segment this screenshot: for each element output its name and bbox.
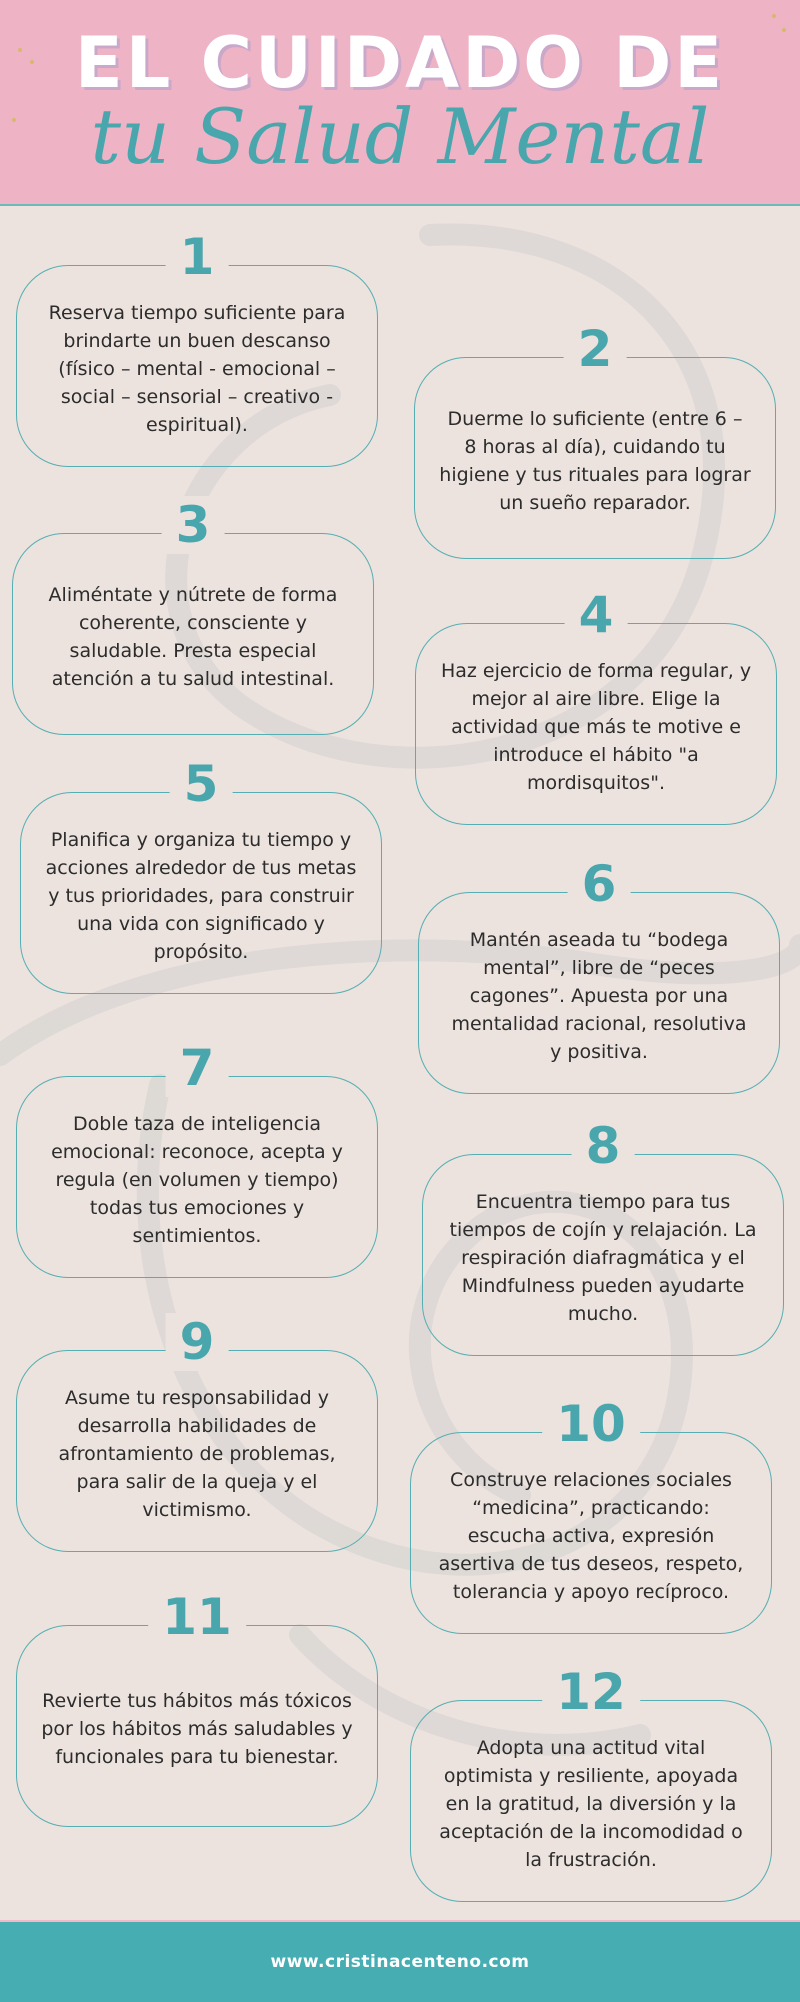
header-banner — [0, 0, 800, 206]
tip-text: Adopta una actitud vital optimista y resiliente, apoyada en la gratitud, la diversión y la aceptación de la incomodidad o la frustración. — [439, 1737, 743, 1871]
tip-number: 1 — [166, 228, 229, 286]
tip-number: 4 — [565, 586, 628, 644]
tip-number: 3 — [162, 496, 225, 554]
tip-card-8 — [422, 1117, 784, 1356]
tip-text: Construye relaciones sociales “medicina”, practicando: escucha activa, expresión asertiva de tus deseos, respeto, tolerancia y apoyo recíproco. — [438, 1469, 744, 1603]
tip-card-6 — [418, 855, 780, 1094]
tip-text: Duerme lo suficiente (entre 6 – 8 horas al día), cuidando tu higiene y tus rituales para lograr un sueño reparador. — [439, 408, 751, 514]
tip-number: 5 — [170, 755, 233, 813]
tip-text: Encuentra tiempo para tus tiempos de cojín y relajación. La respiración diafragmática y el Mindfulness pueden ayudarte mucho. — [449, 1191, 757, 1325]
tip-text: Doble taza de inteligencia emocional: reconoce, acepta y regula (en volumen y tiempo) todas tus emociones y sentimientos. — [51, 1113, 343, 1247]
tip-card-12 — [410, 1663, 772, 1902]
tip-text: Revierte tus hábitos más tóxicos por los hábitos más saludables y funcionales para tu bienestar. — [41, 1690, 353, 1768]
tip-card-10 — [410, 1395, 772, 1634]
tip-number: 2 — [564, 320, 627, 378]
tip-number: 12 — [542, 1663, 640, 1721]
tip-card-7 — [16, 1039, 378, 1278]
title-script: tu Salud Mental — [90, 92, 710, 181]
tip-card-1 — [16, 228, 378, 467]
tip-card-2 — [414, 320, 776, 559]
title-main: EL CUIDADO DE — [74, 22, 726, 104]
tip-card-9 — [16, 1313, 378, 1552]
tip-card-4 — [415, 586, 777, 825]
tip-text: Reserva tiempo suficiente para brindarte un buen descanso (físico – mental - emocional – social – sensorial – creativo - espiritual). — [48, 302, 346, 436]
tip-card-5 — [20, 755, 382, 994]
website-link[interactable]: www.cristinacenteno.com — [270, 1952, 530, 1972]
tip-number: 9 — [166, 1313, 229, 1371]
tip-text: Planifica y organiza tu tiempo y acciones alrededor de tus metas y tus prioridades, para construir una vida con significado y propósito. — [45, 829, 357, 963]
tip-text: Aliméntate y nútrete de forma coherente, consciente y saludable. Presta especial atención a tu salud intestinal. — [48, 584, 338, 690]
tip-text: Mantén aseada tu “bodega mental”, libre de “peces cagones”. Apuesta por una mentalidad racional, resolutiva y positiva. — [451, 929, 747, 1063]
footer-banner — [0, 1920, 800, 2002]
tip-number: 7 — [166, 1039, 229, 1097]
tip-text: Haz ejercicio de forma regular, y mejor al aire libre. Elige la actividad que más te motive e introduce el hábito "a mordisquitos". — [440, 660, 752, 794]
tip-number: 10 — [542, 1395, 640, 1453]
tip-text: Asume tu responsabilidad y desarrolla habilidades de afrontamiento de problemas, para salir de la queja y el victimismo. — [58, 1387, 336, 1521]
tip-number: 6 — [568, 855, 631, 913]
tip-number: 8 — [572, 1117, 635, 1175]
tip-number: 11 — [148, 1588, 246, 1646]
tip-card-11 — [16, 1588, 378, 1827]
tip-card-3 — [12, 496, 374, 735]
